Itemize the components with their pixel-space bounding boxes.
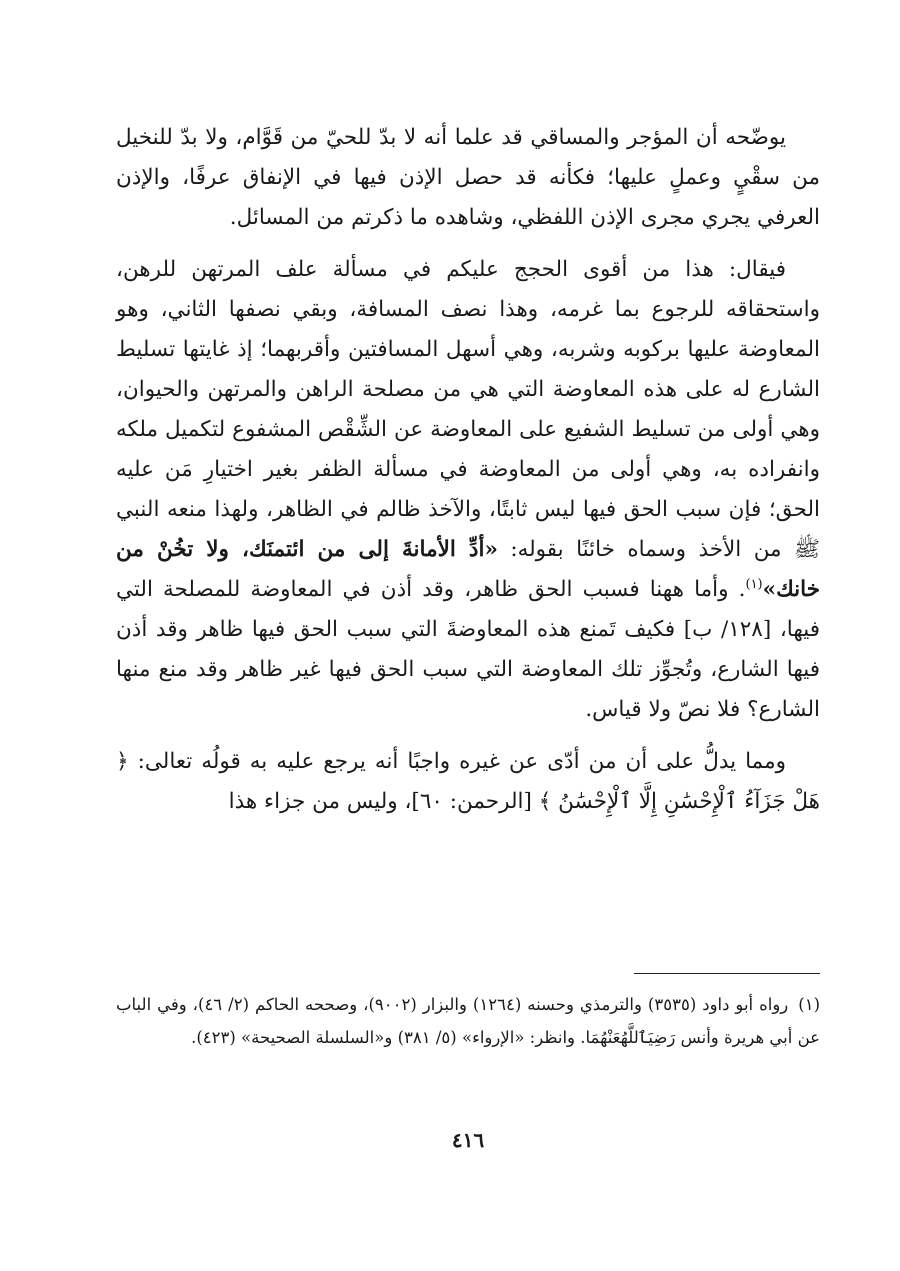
- paragraph-3-continuation: [الرحمن: ٦٠]، وليس من جزاء هذا: [228, 789, 532, 814]
- book-page: [116, 118, 820, 1238]
- footnote-item: [116, 988, 820, 1054]
- hadith-quote: «أدِّ الأمانةَ إلى من ائتمنَك، ولا تخُنْ من خانك»: [116, 537, 821, 602]
- footnote-separator: [634, 973, 820, 974]
- footnote-number: (١): [798, 995, 820, 1014]
- paragraph-2: فيقال: هذا من أقوى الحجج عليكم في مسألة علف المرتهن للرهن، واستحقاقه للرجوع بما غرمه، وهذا نصف المسافة، وبقي نصفها الثاني، وهو المعاوضة عليها بركوبه وشربه، وهي أسهل المسافتين وأقربهما؛ إذ غايتها تسليط الشارع له على هذه المعاوضة التي هي من مصلحة الراهن والمرتهن والحيوان، وهي أولى من تسليط الشفيع على المعاوضة عن الشِّقْص المشفوع لتكميل ملكه وانفراده به، وهي أولى من المعاوضة في مسألة الظفر بغير اختيارِ مَن عليه الحق؛ فإن سبب الحق فيها ليس ثابتًا، والآخذ ظالم في الظاهر، ولهذا منعه النبي ﷺ من الأخذ وسماه خائنًا بقوله: «أدِّ الأمانةَ إلى من ائتمنَك، ولا تخُنْ من خانك»$^{(١)}$. وأما ههنا فسبب الحق ظاهر، وقد أذن في المعاوضة للمصلحة التي فيها، [١٢٨/ ب] فكيف تَمنع هذه المعاوضةَ التي سبب الحق فيها ظاهر وقد أذن فيها الشارع، وتُجوِّز تلك المعاوضة التي سبب الحق فيها غير ظاهر وقد منع منها الشارع؟ فلا نصّ ولا قياس.: [116, 257, 821, 722]
- footnote-reference: (١): [745, 576, 763, 592]
- paragraph-2-continuation: وأما ههنا فسبب الحق ظاهر، وقد أذن في المعاوضة للمصلحة التي فيها، [١٢٨/ ب] فكيف تَمنع هذه المعاوضةَ التي سبب الحق فيها ظاهر وقد أذن فيها الشارع، وتُجوِّز تلك المعاوضة التي سبب الحق فيها غير ظاهر وقد منع منها الشارع؟ فلا نصّ ولا قياس.: [116, 577, 820, 722]
- paragraph-3: [116, 742, 820, 822]
- quran-verse: ﴿ هَلْ جَزَآءُ ٱلْإِحْسَٰنِ إِلَّا ٱلْإِحْسَٰنُ ﴾: [116, 749, 820, 814]
- page-number: ٤١٦: [451, 1128, 485, 1152]
- paragraph-2-text: فيقال: هذا من أقوى الحجج عليكم في مسألة علف المرتهن للرهن، واستحقاقه للرجوع بما غرمه، وهذا نصف المسافة، وبقي نصفها الثاني، وهو المعاوضة عليها بركوبه وشربه، وهي أسهل المسافتين وأقربهما؛ إذ غايتها تسليط الشارع له على هذه المعاوضة التي هي من مصلحة الراهن والمرتهن والحيوان، وهي أولى من تسليط الشفيع على المعاوضة عن الشِّقْص المشفوع لتكميل ملكه وانفراده به، وهي أولى من المعاوضة في مسألة الظفر بغير اختيارِ مَن عليه الحق؛ فإن سبب الحق فيها ليس ثابتًا، والآخذ ظالم في الظاهر، ولهذا منعه النبي ﷺ من الأخذ وسماه خائنًا بقوله:: [116, 257, 820, 562]
- paragraph-1: [116, 118, 820, 238]
- footnote-text: رواه أبو داود (٣٥٣٥) والترمذي وحسنه (١٢٦٤) والبزار (٩٠٠٢)، وصححه الحاكم (٢/ ٤٦)، وفي الباب عن أبي هريرة وأنس رَضِيَٱللَّهُعَنْهُمَا. وانظر: «الإرواء» (٥/ ٣٨١) و«السلسلة الصحيحة» (٤٢٣).: [116, 995, 820, 1047]
- footnotes: [116, 988, 820, 1054]
- paragraph-3-text: ومما يدلُّ على أن من أدّى عن غيره واجبًا أنه يرجع عليه به قولُه تعالى:: [137, 749, 786, 774]
- paragraph-1-text: يوضّحه أن المؤجر والمساقي قد علما أنه لا بدّ للحيّ من قَوَّام، ولا بدّ للنخيل من سقْيٍ وعملٍ عليها؛ فكأنه قد حصل الإذن فيها في الإنفاق عرفًا، والإذن العرفي يجري مجرى الإذن اللفظي، وشاهده ما ذكرتم من المسائل.: [116, 125, 820, 230]
